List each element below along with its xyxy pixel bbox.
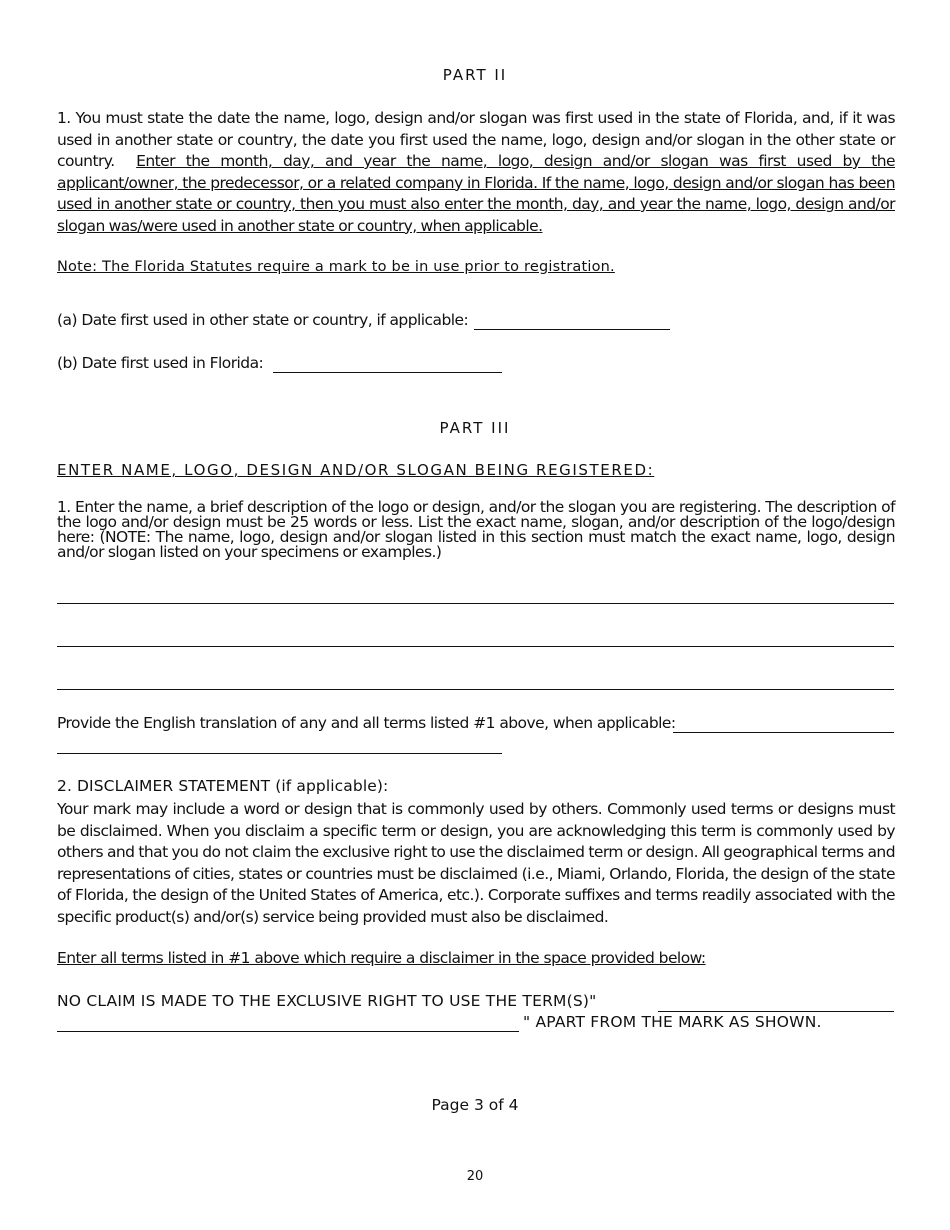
disclaimed-terms-field[interactable] <box>658 1011 894 1012</box>
date-florida-label: (b) Date first used in Florida: <box>57 354 264 372</box>
disclaimed-terms-field-continued[interactable] <box>57 1031 519 1032</box>
part-ii-instruction-plain: 1. You must state the date the name, logo, design and/or slogan was first used in the state of Florida, and, if it was used in another state or country, the date you first used the name, logo, design and/or slogan in the other state or country. <box>57 109 895 170</box>
part-ii-heading: PART II <box>442 66 508 84</box>
translation-label: Provide the English translation of any and all terms listed #1 above, when applicable: <box>57 714 676 732</box>
disclaimer-text: Your mark may include a word or design that is commonly used by others. Commonly used terms or designs must be disclaimed. When you disclaim a specific term or design, you are acknowledging this term is commonly used by others and that you do not claim the exclusive right to use the disclaimed term or design. All geographical terms and representations of cities, states or countries must be disclaimed (i.e., Miami, Orlando, Florida, the design of the state of Florida, the design of the United States of America, etc.). Corporate suffixes and terms readily associated with the specific product(s) and/or(s) service being provided must also be disclaimed. <box>57 800 895 926</box>
part-iii-subheading: ENTER NAME, LOGO, DESIGN AND/OR SLOGAN BEING REGISTERED: <box>57 461 655 479</box>
translation-field[interactable] <box>673 732 894 733</box>
registration-note: Note: The Florida Statutes require a mark to be in use prior to registration. <box>57 259 615 275</box>
page-label: Page 3 of 4 <box>431 1096 519 1114</box>
part-iii-heading: PART III <box>439 419 511 437</box>
disclaimer-instruction: Enter all terms listed in #1 above which require a disclaimer in the space provided below: <box>57 949 706 967</box>
mark-description-line-2[interactable] <box>57 646 894 647</box>
mark-description-line-1[interactable] <box>57 603 894 604</box>
no-claim-suffix: " APART FROM THE MARK AS SHOWN. <box>523 1013 822 1031</box>
mark-description-line-3[interactable] <box>57 689 894 690</box>
mark-description-instruction: 1. Enter the name, a brief description of the logo or design, and/or the slogan you are registering. The description of the logo and/or design must be 25 words or less. List the exact name, slogan, and/or description of the logo/design here: (NOTE: The name, logo, design and/or slogan listed in this section must match the exact name, logo, design and/or slogan listed on your specimens or examples.) <box>57 498 895 561</box>
date-other-state-field[interactable] <box>474 329 670 330</box>
disclaimer-heading: 2. DISCLAIMER STATEMENT (if applicable): <box>57 777 389 795</box>
part-ii-instruction-underlined: Enter the month, day, and year the name, logo, design and/or slogan was first used by the applicant/owner, the predecessor, or a related company in Florida. If the name, logo, design and/or slogan has been used in another state or country, then you must also enter the month, day, and year the name, logo, design and/or slogan was/were used in another state or country, when applicable. <box>57 152 895 235</box>
translation-field-continued[interactable] <box>57 753 502 754</box>
no-claim-prefix: NO CLAIM IS MADE TO THE EXCLUSIVE RIGHT TO USE THE TERM(S)" <box>57 992 597 1010</box>
date-florida-field[interactable] <box>273 372 502 373</box>
page-number: 20 <box>466 1169 484 1184</box>
part-ii-instruction <box>57 108 895 237</box>
date-other-state-label: (a) Date first used in other state or country, if applicable: <box>57 311 469 329</box>
